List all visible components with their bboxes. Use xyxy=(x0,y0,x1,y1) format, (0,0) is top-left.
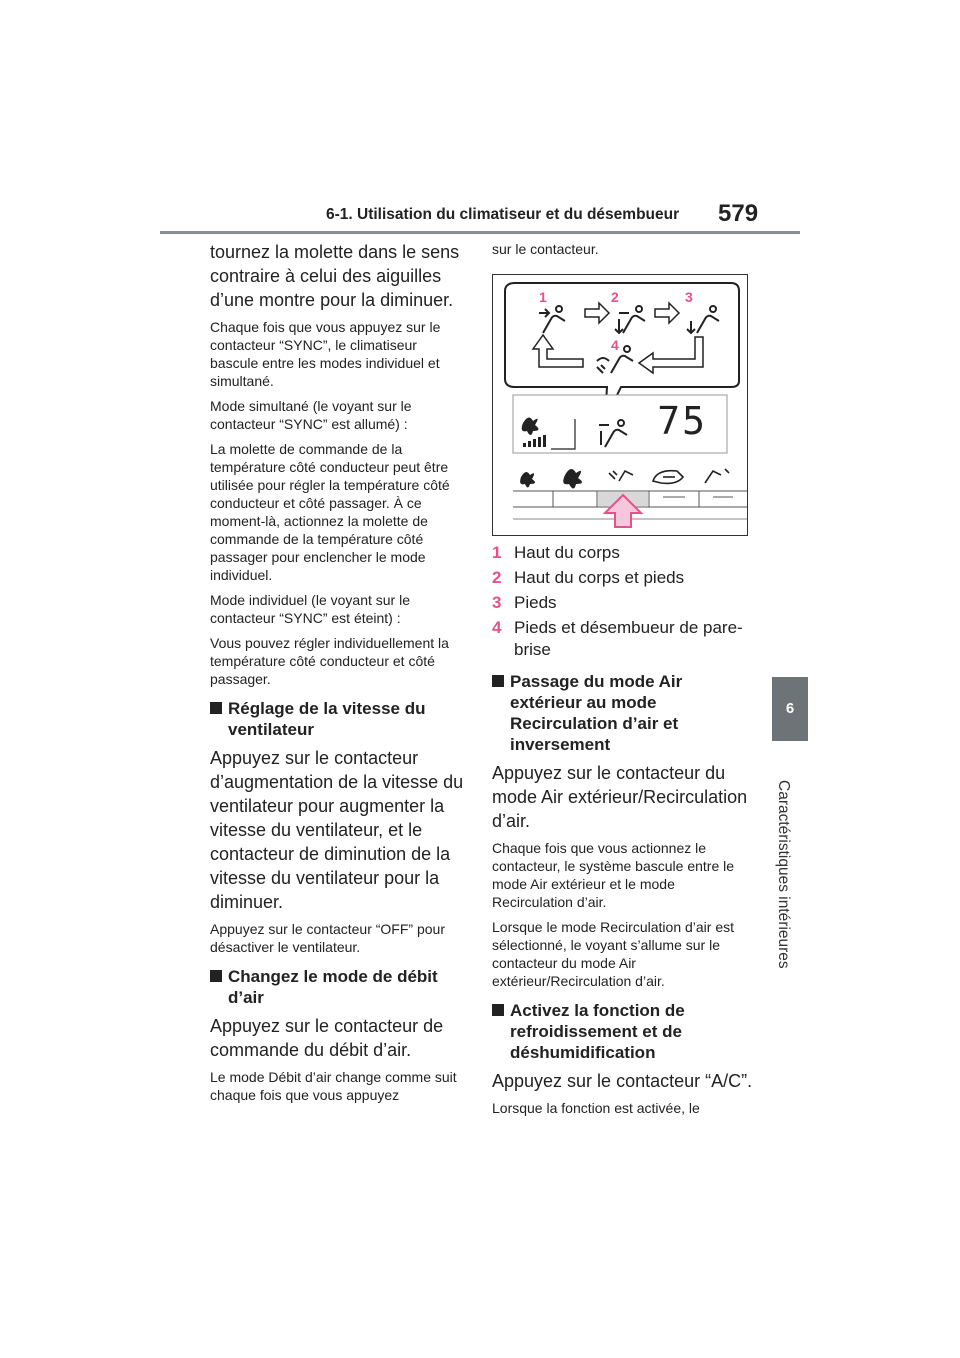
square-bullet-icon xyxy=(492,675,504,687)
square-bullet-icon xyxy=(210,970,222,982)
page-number: 579 xyxy=(718,200,759,227)
outside-air-icon xyxy=(705,469,729,483)
paragraph: sur le contacteur. xyxy=(492,241,599,257)
legend-label: Pieds xyxy=(514,593,557,612)
legend-number: 2 xyxy=(492,568,502,587)
button-icons xyxy=(520,469,582,489)
legend-item xyxy=(492,542,754,564)
heading-text: Passage du mode Air extérieur au mode Recirculation d’air et inversement xyxy=(510,672,683,754)
chapter-tab xyxy=(772,677,808,741)
heading-text: Activez la fonction de refroidissement et de déshumidification xyxy=(510,1001,685,1062)
square-bullet-icon xyxy=(210,702,222,714)
paragraph: Appuyez sur le contacteur “A/C”. xyxy=(492,1071,753,1091)
section-heading xyxy=(210,698,466,740)
right-column xyxy=(492,240,754,1124)
mode-number: 2 xyxy=(611,289,619,305)
paragraph: Lorsque le mode Recirculation d’air est sélectionné, le voyant s’allume sur le contacteur du mode Air extérieur/Recirculation d’air. xyxy=(492,919,735,989)
paragraph: Appuyez sur le contacteur de commande du débit d’air. xyxy=(210,1016,444,1060)
legend-number: 1 xyxy=(492,543,502,562)
recirculation-icon xyxy=(653,471,683,484)
temperature-readout: 75 xyxy=(657,399,707,443)
paragraph: Le mode Débit d’air change comme suit chaque fois que vous appuyez xyxy=(210,1069,457,1103)
section-heading xyxy=(492,1000,754,1063)
paragraph: Vous pouvez régler individuellement la température côté conducteur et côté passager. xyxy=(210,635,449,687)
legend-label: Pieds et désembueur de pare-brise xyxy=(514,618,743,659)
paragraph: Lorsque la fonction est activée, le xyxy=(492,1100,700,1116)
mode-number: 1 xyxy=(539,289,547,305)
legend-number: 4 xyxy=(492,618,502,637)
square-bullet-icon xyxy=(492,1004,504,1016)
paragraph: Mode individuel (le voyant sur le contacteur “SYNC” est éteint) : xyxy=(210,592,410,626)
legend-number: 3 xyxy=(492,593,502,612)
paragraph: tournez la molette dans le sens contraire à celui des aiguilles d’une montre pour la diminuer. xyxy=(210,242,460,310)
paragraph: Appuyez sur le contacteur du mode Air extérieur/Recirculation d’air. xyxy=(492,763,748,831)
paragraph: La molette de commande de la température côté conducteur peut être utilisée pour régler la température côté conducteur et côté passager. À ce moment-là, actionnez la molette de commande de la température côté passager pour enclencher le mode individuel. xyxy=(210,441,450,583)
legend-item xyxy=(492,592,754,614)
section-heading xyxy=(492,671,754,755)
section-heading xyxy=(210,966,466,1008)
legend-item xyxy=(492,617,754,661)
mode-number: 4 xyxy=(611,337,619,353)
left-column xyxy=(210,240,466,1111)
header-rule xyxy=(160,231,800,234)
airflow-legend xyxy=(492,542,754,661)
paragraph: Chaque fois que vous actionnez le contacteur, le système bascule entre le mode Air extérieur et le mode Recirculation d’air. xyxy=(492,840,735,910)
heading-text: Réglage de la vitesse du ventilateur xyxy=(228,699,426,739)
chapter-title: Caractéristiques intérieures xyxy=(775,780,792,969)
legend-label: Haut du corps et pieds xyxy=(514,568,685,587)
legend-item xyxy=(492,567,754,589)
airflow-diagram xyxy=(493,275,747,535)
paragraph: Chaque fois que vous appuyez sur le contacteur “SYNC”, le climatiseur bascule entre les modes individuel et simultané. xyxy=(210,319,441,389)
mode-number: 3 xyxy=(685,289,693,305)
heading-text: Changez le mode de débit d’air xyxy=(228,967,438,1007)
paragraph: Appuyez sur le contacteur “OFF” pour désactiver le ventilateur. xyxy=(210,921,445,955)
chapter-number: 6 xyxy=(785,700,795,717)
section-title: 6-1. Utilisation du climatiseur et du désembueur xyxy=(326,206,680,223)
paragraph: Mode simultané (le voyant sur le contacteur “SYNC” est allumé) : xyxy=(210,398,412,432)
airflow-mode-figure xyxy=(492,274,748,536)
defrost-mode-icon xyxy=(609,471,633,481)
paragraph: Appuyez sur le contacteur d’augmentation de la vitesse du ventilateur pour augmenter la vitesse du ventilateur, et le contacteur de diminution de la vitesse du ventilateur pour la diminuer. xyxy=(210,748,464,912)
legend-label: Haut du corps xyxy=(514,543,620,562)
